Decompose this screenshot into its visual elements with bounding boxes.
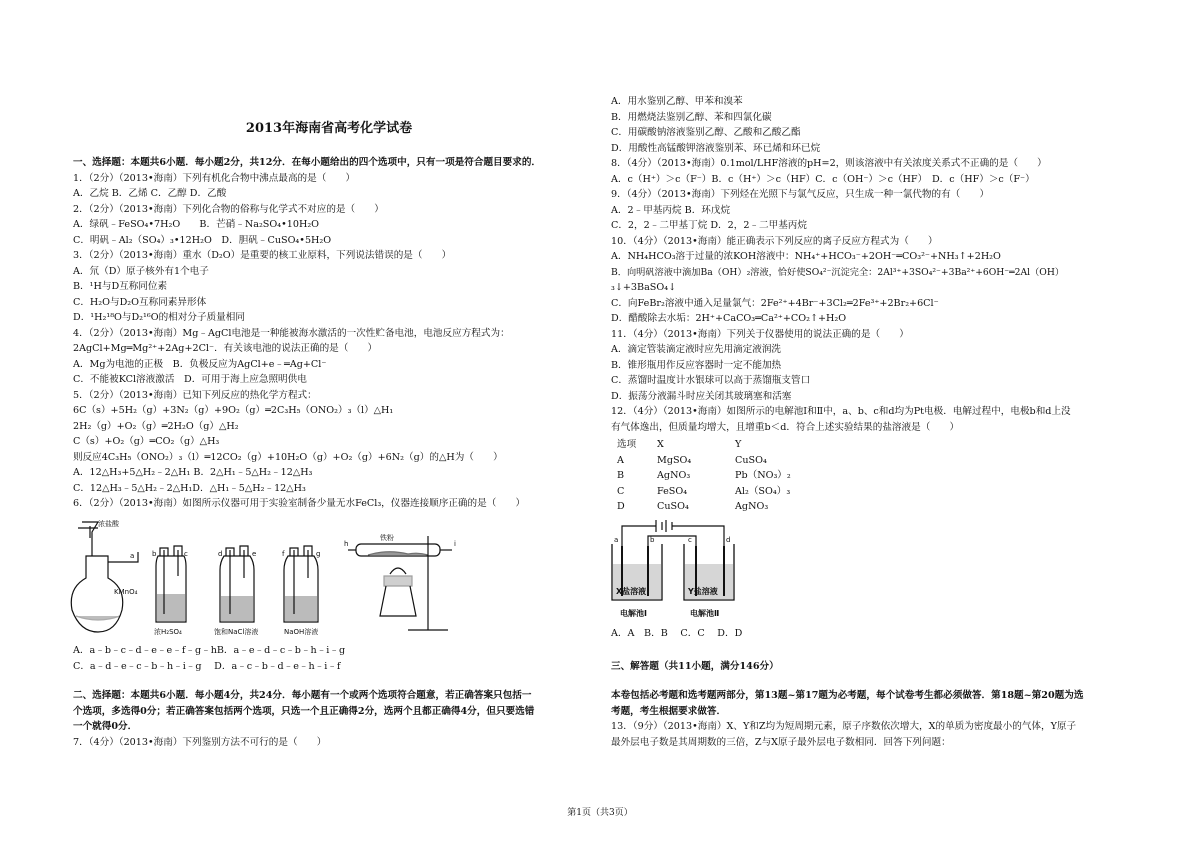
q10-stem: 10．（4分）（2013•海南）能正确表示下列反应的离子反应方程式为（ ） (611, 235, 938, 247)
table-cell: CuSO₄ (735, 454, 767, 466)
q3-option-c: C．H₂O与D₂O互称同素异形体 (73, 296, 207, 308)
iron-powder-label: 铁粉 (380, 534, 394, 542)
port-h: h (344, 540, 349, 548)
table-row (617, 499, 1133, 515)
q4-options-ab: A．Mg为电池的正极 B．负极反应为AgCl+e﹣═Ag+Cl⁻ (73, 358, 327, 370)
q7-option-b: B．用燃烧法鉴别乙醇、苯和四氯化碳 (611, 111, 772, 123)
page-title: 2013年海南省高考化学试卷 (245, 121, 413, 136)
q11-stem: 11．（4分）（2013•海南）下列关于仪器使用的说法正确的是（ ） (611, 328, 909, 340)
q2-stem: 2．（2分）（2013•海南）下列化合物的俗称与化学式不对应的是（ ） (73, 203, 384, 215)
table-row (617, 468, 1133, 484)
q5-question: 则反应4C₃H₅（ONO₂）₃（l）═12CO₂（g）+10H₂O（g）+O₂（g）+6N₂（g）的△H为（ ） (73, 451, 503, 463)
table-header-cell: X (657, 439, 664, 450)
table-cell: FeSO₄ (657, 485, 688, 497)
q1-options: A．乙烷 B．乙烯 C．乙醇 D．乙酸 (73, 188, 227, 199)
q3-option-b: B．¹H与D互称同位素 (73, 281, 168, 292)
q7-option-c: C．用碳酸钠溶液鉴别乙醇、乙酸和乙酸乙酯 (611, 127, 801, 138)
port-d: d (218, 550, 223, 558)
q11-option-d: D．振荡分液漏斗时应关闭其玻璃塞和活塞 (611, 390, 792, 402)
section-3-heading: 三、解答题（共11小题，满分146分） (611, 661, 779, 672)
cell-1-label: 电解池Ⅰ (620, 609, 647, 618)
bottle-1-label: 浓H₂SO₄ (154, 628, 182, 636)
electrode-c-label: c (688, 536, 692, 544)
x-solution-label: X盐溶液 (616, 587, 647, 596)
right-column-block-1 (611, 94, 1127, 435)
q5-eq1: 6C（s）+5H₂（g）+3N₂（g）+9O₂（g）═2C₃H₅（ONO₂）₃（l）△H₁ (73, 405, 394, 416)
section-2-heading-cont2: 一个就得0分． (73, 721, 138, 732)
q5-eq3: C（s）+O₂（g）═CO₂（g）△H₃ (73, 436, 220, 447)
q2-options-ab: A．绿矾﹣FeSO₄•7H₂O B．芒硝﹣Na₂SO₄•10H₂O (73, 219, 320, 230)
table-cell: Al₂（SO₄）₃ (735, 485, 791, 497)
q10-option-d: D．醋酸除去水垢：2H⁺+CaCO₃═Ca²⁺+CO₂↑+H₂O (611, 313, 847, 324)
q4-options-cd: C．不能被KCl溶液激活 D．可用于海上应急照明供电 (73, 374, 307, 385)
q5-eq2: 2H₂（g）+O₂（g）═2H₂O（g）△H₂ (73, 420, 239, 432)
bottle-2 (220, 546, 257, 622)
q10-option-b: B．向明矾溶液中滴加Ba（OH）₂溶液，恰好使SO₄²⁻沉淀完全：2Al³⁺+3SO₄²⁻+3Ba²⁺+6OH⁻═2Al（OH） (611, 266, 1065, 278)
q6-stem: 6．（2分）（2013•海南）如图所示仪器可用于实验室制备少量无水FeCl₃，仪器连接顺序正确的是（ ） (73, 498, 526, 509)
q11-option-a: A．滴定管装滴定液时应先用滴定液润洗 (611, 344, 782, 355)
q9-options-ab: A．2﹣甲基丙烷 B．环戊烷 (611, 204, 731, 216)
q6-options-cd: C．a﹣d﹣e﹣c﹣b﹣h﹣i﹣g D．a﹣c﹣b﹣d﹣e﹣h﹣i﹣f (73, 660, 341, 672)
table-cell: A (617, 454, 624, 466)
q5-stem: 5．（2分）（2013•海南）已知下列反应的热化学方程式： (73, 389, 317, 401)
q13-stem-cont: 最外层电子数是其周期数的三倍，Z与X原子最外层电子数相同．回答下列问题： (611, 736, 951, 748)
q2-options-cd: C．明矾﹣Al₂（SO₄）₃•12H₂O D．胆矾﹣CuSO₄•5H₂O (73, 234, 332, 246)
q8-stem: 8．（4分）（2013•海南）0.1mol/LHF溶液的pH=2，则该溶液中有关浓度关系式不正确的是（ ） (611, 158, 1047, 169)
cell-2-label: 电解池Ⅱ (690, 609, 720, 618)
q4-stem-cont: 2AgCl+Mg═Mg²⁺+2Ag+2Cl⁻．有关该电池的说法正确的是（ ） (73, 343, 378, 354)
q10-option-a: A．NH₄HCO₃溶于过量的浓KOH溶液中：NH₄⁺+HCO₃⁻+2OH⁻═CO₃²⁻+NH₃↑+2H₂O (611, 251, 1001, 262)
kmno4-label: KMnO₄ (114, 588, 138, 596)
q7-stem: 7．（4分）（2013•海南）下列鉴别方法不可行的是（ ） (73, 736, 327, 748)
q5-options-ab: A．12△H₃+5△H₂﹣2△H₁ B．2△H₁﹣5△H₂﹣12△H₃ (73, 467, 313, 478)
table-cell: D (617, 501, 625, 512)
table-cell: Pb（NO₃）₂ (735, 470, 791, 481)
bottle-3-label: NaOH溶液 (284, 628, 319, 636)
q10-option-b-cont: ₃↓+3BaSO₄↓ (611, 282, 677, 293)
circuit-wires (622, 520, 724, 546)
table-header-row (617, 437, 1133, 453)
table-cell: C (617, 485, 625, 497)
q12-stem: 12．（4分）（2013•海南）如图所示的电解池Ⅰ和Ⅱ中，a、b、c和d均为Pt电极．电解过程中，电极b和d上没 (611, 406, 1071, 417)
left-column-block-1 (73, 155, 585, 512)
right-column-block-4 (611, 688, 1127, 750)
q12-electrolysis-figure (604, 516, 754, 626)
q6-options-ab: A．a﹣b﹣c﹣d﹣e﹣e﹣f﹣g﹣hB．a﹣e﹣d﹣c﹣b﹣h﹣i﹣g (73, 645, 346, 656)
flask-apparatus (71, 522, 138, 632)
table-cell: B (617, 470, 625, 481)
q3-stem: 3．（2分）（2013•海南）重水（D₂O）是重要的核工业原料，下列说法错误的是（ ） (73, 250, 452, 261)
q4-stem: 4．（2分）（2013•海南）Mg﹣AgCl电池是一种能被海水激活的一次性贮备电池，电池反应方程式为： (73, 327, 510, 339)
q10-option-c: C．向FeBr₂溶液中通入足量氯气：2Fe²⁺+4Br⁻+3Cl₂═2Fe³⁺+2Br₂+6Cl⁻ (611, 297, 939, 309)
q3-option-a: A．氘（D）原子核外有1个电子 (73, 265, 209, 277)
q3-option-d: D．¹H₂¹⁸O与D₂¹⁶O的相对分子质量相同 (73, 312, 245, 323)
bottle-1 (156, 546, 186, 622)
page-footer: 第1页（共3页） (567, 808, 633, 818)
table-row (617, 453, 1133, 469)
q6-apparatus-figure (68, 516, 468, 640)
section-2-heading: 二、选择题：本题共6小题．每小题4分，共24分．每小题有一个或两个选项符合题意，若正确答案只包括一 (73, 690, 532, 701)
port-c: c (184, 550, 188, 558)
table-cell: AgNO₃ (735, 501, 769, 512)
bottle-2-label: 饱和NaCl溶液 (214, 628, 259, 636)
table-cell: MgSO₄ (657, 454, 692, 466)
q13-stem: 13．（9分）（2013•海南）X、Y和Z均为短周期元素，原子序数依次增大，X的单质为密度最小的气体，Y原子 (611, 721, 1077, 732)
q9-options-cd: C．2，2﹣二甲基丁烷 D．2，2﹣二甲基丙烷 (611, 220, 807, 231)
section-3-intro-cont: 考题，考生根据要求做答． (611, 705, 727, 717)
q7-option-a: A．用水鉴别乙醇、甲苯和溴苯 (611, 96, 743, 107)
q1-stem: 1．（2分）（2013•海南）下列有机化合物中沸点最高的是（ ） (73, 172, 356, 184)
section-2-heading-cont: 个选项，多选得0分；若正确答案包括两个选项，只选一个且正确得2分，选两个且都正确得4分，但只要选错 (73, 705, 535, 717)
port-e: e (252, 550, 257, 558)
section-3-intro: 本卷包括必考题和选考题两部分，第13题~第17题为必考题，每个试卷考生都必须做答．第18题~第20题为选 (611, 690, 1084, 701)
left-column-block-3 (73, 688, 585, 750)
table-header-cell: 选项 (617, 439, 637, 450)
table-cell: CuSO₄ (657, 501, 689, 512)
left-column-block-2 (73, 643, 585, 674)
conc-hcl-label: 浓盐酸 (98, 520, 119, 528)
table-cell: AgNO₃ (657, 470, 691, 481)
q12-options-table (617, 437, 1133, 515)
q5-options-cd: C．12△H₃﹣5△H₂﹣2△H₁D．△H₁﹣5△H₂﹣12△H₃ (73, 482, 306, 494)
y-solution-label: Y盐溶液 (688, 587, 718, 596)
port-a: a (130, 552, 135, 560)
right-column-block-2 (611, 626, 1127, 642)
electrode-a-label: a (614, 536, 619, 544)
table-header-cell: Y (735, 439, 742, 450)
q11-option-c: C．蒸馏时温度计水银球可以高于蒸馏瓶支管口 (611, 375, 811, 386)
q9-stem: 9．（4分）（2013•海南）下列烃在光照下与氯气反应，只生成一种一氯代物的有（ ） (611, 189, 990, 200)
port-b: b (152, 550, 157, 558)
q8-options: A．c（H⁺）＞c（F⁻）B．c（H⁺）＞c（HF）C．c（OH⁻）＞c（HF） D．c（HF）＞c（F⁻） (611, 173, 1035, 185)
electrode-b-label: b (650, 536, 655, 544)
q11-option-b: B．锥形瓶用作反应容器时一定不能加热 (611, 359, 782, 371)
q7-option-d: D．用酸性高锰酸钾溶液鉴别苯、环已烯和环已烷 (611, 142, 821, 154)
port-i: i (454, 540, 456, 548)
electrode-d-label: d (726, 536, 731, 544)
q12-options: A．A B．B C．C D．D (611, 628, 743, 639)
bottle-3 (284, 546, 321, 622)
q12-stem-cont: 有气体逸出，但质量均增大，且增重b＜d．符合上述实验结果的盐溶液是（ ） (611, 421, 960, 433)
section-1-heading: 一、选择题：本题共6小题．每小题2分，共12分．在每小题给出的四个选项中，只有一项是符合题目要求的． (73, 157, 542, 168)
port-f: f (282, 550, 285, 558)
table-row (617, 484, 1133, 500)
right-column-block-3 (611, 659, 1127, 675)
tube-apparatus (348, 536, 452, 630)
port-g: g (316, 550, 321, 558)
